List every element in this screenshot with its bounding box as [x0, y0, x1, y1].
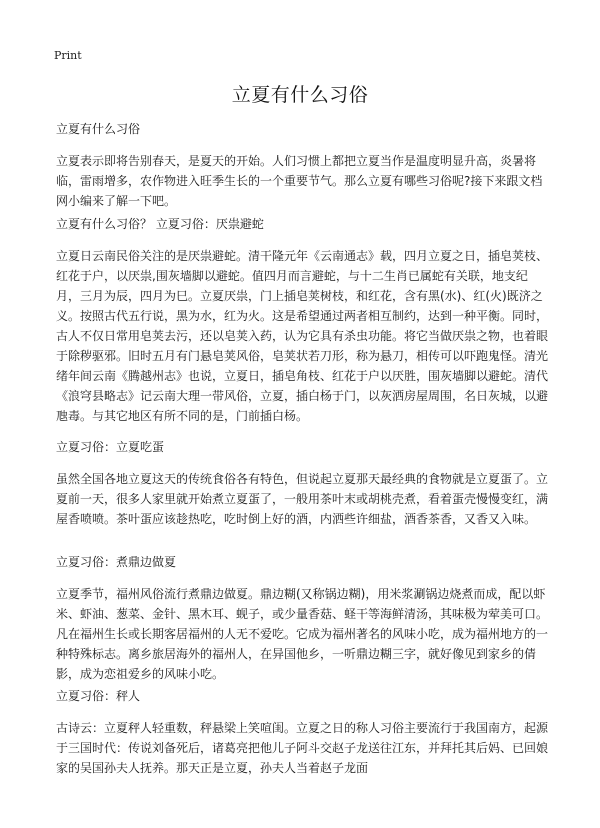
section-heading: 立夏习俗：立夏吃蛋: [56, 440, 165, 454]
section-paragraph: 古诗云：立夏秤人轻重数，秤悬梁上笑喧闺。立夏之日的称人习俗主要流行于我国南方，起源于三国时代：传说刘备死后，诸葛亮把他儿子阿斗交赵子龙送往江东，并拜托其后妈、已回娘家的吴国孙夫人抚养。那天正是立夏，孙夫人当着赵子龙面: [56, 721, 549, 775]
section-heading: 立夏有什么习俗: [56, 122, 141, 136]
print-link[interactable]: Print: [54, 49, 82, 62]
section-paragraph: 立夏表示即将告别春天，是夏天的开始。人们习惯上都把立夏当作是温度明显升高，炎暑将临，雷雨增多，农作物进入旺季生长的一个重要节气。那么立夏有哪些习俗呢?接下来跟文档网小编来了解一下吧。: [56, 154, 543, 208]
section-heading: 立夏习俗：秤人: [56, 689, 141, 703]
section-heading: 立夏习俗：煮鼎边做夏: [56, 555, 177, 569]
section-heading: 立夏有什么习俗？ 立夏习俗：厌祟避蛇: [56, 217, 264, 231]
page-title: 立夏有什么习俗: [231, 84, 369, 106]
section-paragraph: 虽然全国各地立夏这天的传统食俗各有特色，但说起立夏那天最经典的食物就是立夏蛋了。立夏前一天，很多人家里就开始煮立夏蛋了，一般用茶叶末或胡桃壳煮，看着蛋壳慢慢变红，满屋香喷喷。茶叶蛋应该趁热吃，吃时倒上好的酒，内洒些许细盐，酒香茶香，又香又入味。: [56, 472, 549, 526]
section-paragraph: 立夏日云南民俗关注的是厌祟避蛇。清干隆元年《云南通志》载，四月立夏之日，插皂荚枝、红花于户，以厌祟,围灰墙脚以避蛇。值四月而言避蛇，与十二生肖已属蛇有关联，地支纪月，三月为辰，四月为巳。立夏厌祟，门上插皂荚树枝，和红花，含有黑(水)、红(火)既济之义。按照古代五行说，黑为水，红为火。这是希望通过两者相互制约，达到一种平衡。同时，古人不仅日常用皂荚去污，还以皂荚入药，认为它具有杀虫功能。将它当做厌祟之物，也着眼于除秽驱邪。旧时五月有门悬皂荚风俗，皂荚状若刀形，称为悬刀，相传可以吓跑鬼怪。清光绪年间云南《腾越州志》也说，立夏日，插皂角枝、红花于户以厌胜，围灰墙脚以避蛇。清代《浪穹县略志》记云南大理一带风俗，立夏，插白杨于门，以灰洒房屋周围，名日灰城，以避虺毒。与其它地区有所不同的是，门前插白杨。: [56, 249, 549, 423]
section-paragraph: 立夏季节，福州风俗流行煮鼎边做夏。鼎边糊(又称锅边糊)，用米浆涮锅边烧煮而成，配以虾米、虾油、葱菜、金针、黑木耳、蚬子，或少量香菇、蛏干等海鲜清汤，其味极为荤美可口。凡在福州生长或长期客居福州的人无不爱吃。它成为福州著名的风味小吃，成为福州地方的一种特殊标志。离乡旅居海外的福州人，在异国他乡，一听鼎边糊三字，就好像见到家乡的倩影，成为恋祖爱乡的风味小吃。: [56, 587, 549, 681]
